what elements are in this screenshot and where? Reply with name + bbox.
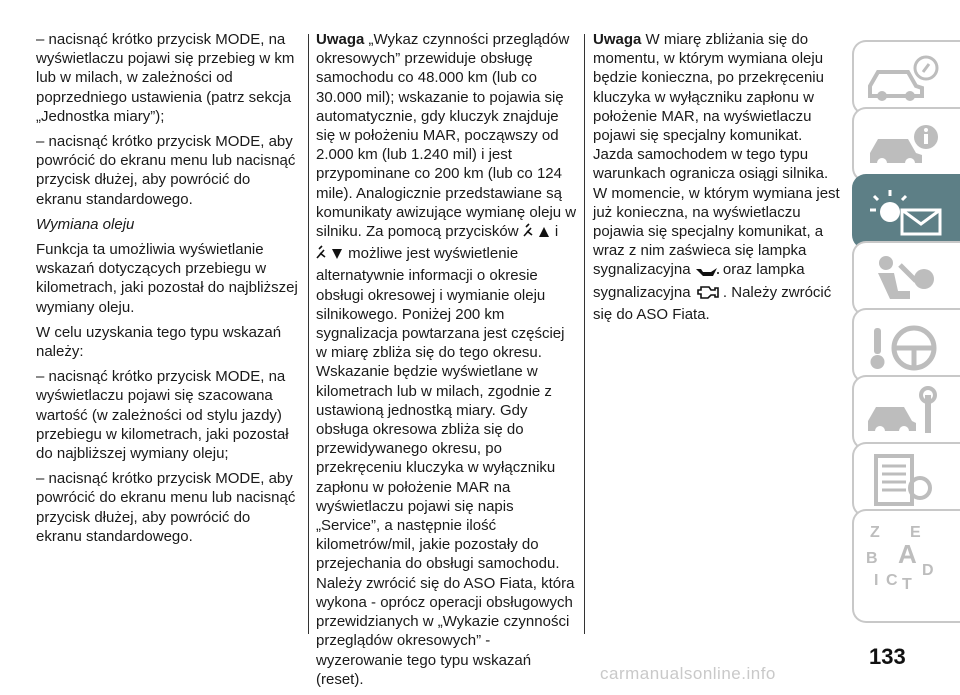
note-text: . Należy zwrócić się do ASO Fiata. [593,283,832,323]
tab-car-info[interactable] [852,40,960,115]
note-label: Uwaga [316,31,365,48]
section-heading: Wymiana oleju [36,215,135,233]
paragraph: Funkcja ta umożliwia wyświetlanie wskazań dotyczących przebiegu w kilometrach, jaki pozostał do najbliższej wymiany oleju. [36,241,298,316]
note-label: Uwaga [593,31,642,48]
paragraph: – nacisnąć krótko przycisk MODE, na wyświetlaczu pojawi się szacowana wartość (w zależności od stylu jazdy) przebiegu w kilometrach, jaki pozostał do najbliższej wymiany oleju; [36,368,289,463]
paragraph: W celu uzyskania tego typu wskazań należy: [36,323,282,361]
note-paragraph [316,30,578,689]
note-text: W miarę zbliżania się do momentu, w którym wymiana oleju będzie konieczna, po przekręceniu kluczyka w wyłączniku zapłonu w położenie MAR, na wyświetlaczu pojawi się specjalny komunikat. Jazda samochodem w tego typu warunkach ogranicza osiągi silnika. W momencie, w którym wymiana jest już konieczna, na wyświetlaczu pojawia się specjalny komunikat, a wraz z nim zaświeca się lampka sygnalizacyjna [593,31,840,279]
engine-icon [695,284,719,305]
tab-emergency[interactable] [852,375,960,450]
oil-can-icon [695,263,719,282]
note-text: możliwe jest wyświetlenie alternatywnie informacji o okresie obsługi okresowej i wymianie oleju silnikowego. Poniżej 200 km sygnalizacja powtarzana jest częściej w miarę zbliża się do tego okresu. Wskazanie będzie wyświetlane w kilometrach lub w milach, zgodnie z ustawioną jednostką miary. Gdy obsługa okresowa zbliża się do przewidywanego okresu, po przekręceniu kluczyka w wyłączniku zapłonu w położenie MAR na wyświetlaczu pojawi się napis „Service”, a następnie ilość kilometrów/mil, jakie pozostały do przejechania do obsługi samochodu. Należy zwrócić się do ASO Fiata, która wykona - oprócz operacji obsługowych przewidzianych w „Wykazie czynności przeglądów okresowych” - wyzerowanie tego typu wskazań (reset). [316,245,575,688]
page-number: 133 [869,644,906,669]
svg-text:T: T [902,576,912,593]
svg-text:B: B [866,550,878,567]
paragraph: – nacisnąć krótko przycisk MODE, aby powrócić do ekranu menu lub nacisnąć przycisk dłużej, aby powrócić do ekranu standardowego. [36,133,296,208]
column-divider [584,34,585,634]
note-text: oraz lampka sygnalizacyjna [593,261,805,301]
up-arrow-icon [523,223,551,244]
tab-starting[interactable] [852,308,960,383]
tab-specifications[interactable] [852,442,960,517]
svg-text:A: A [898,539,917,569]
paragraph: – nacisnąć krótko przycisk MODE, aby powrócić do ekranu menu lub nacisnąć przycisk dłużej, aby powrócić do ekranu standardowego. [36,470,296,545]
tab-safety[interactable] [852,241,960,316]
tab-warning-lights[interactable] [852,174,960,249]
column-divider [308,34,309,634]
watermark: carmanualsonline.info [600,664,776,683]
svg-text:C: C [886,572,898,589]
column-2 [316,30,578,695]
svg-text:E: E [910,524,921,541]
down-arrow-icon [316,245,344,266]
note-paragraph [593,30,845,324]
column-1 [36,30,298,552]
and-text: i [554,223,559,241]
tab-info[interactable] [852,107,960,182]
svg-text:I: I [874,572,879,589]
paragraph: – nacisnąć krótko przycisk MODE, na wyświetlaczu pojawi się przebieg w km lub w milach, w zależności od poprzedniego ustawienia (patrz sekcja „Jednostka miary”); [36,31,295,125]
tab-index[interactable] [852,509,960,623]
svg-text:Z: Z [870,524,880,541]
column-3 [593,30,845,330]
svg-text:D: D [922,562,934,579]
note-text: „Wykaz czynności przeglądów okresowych” przewiduje obsługę samochodu co 48.000 km (lub co 30.000 mil); wskazanie to pojawia się automatycznie, gdy kluczyk znajduje się w położeniu MAR, począwszy od 2.000 km (lub 1.240 mil) i jest przypominane co 200 km (lub co 124 mile). Analogicznie przedstawiane są komunikaty awizujące wymianę oleju w silniku. Za pomocą przycisków [316,31,577,241]
